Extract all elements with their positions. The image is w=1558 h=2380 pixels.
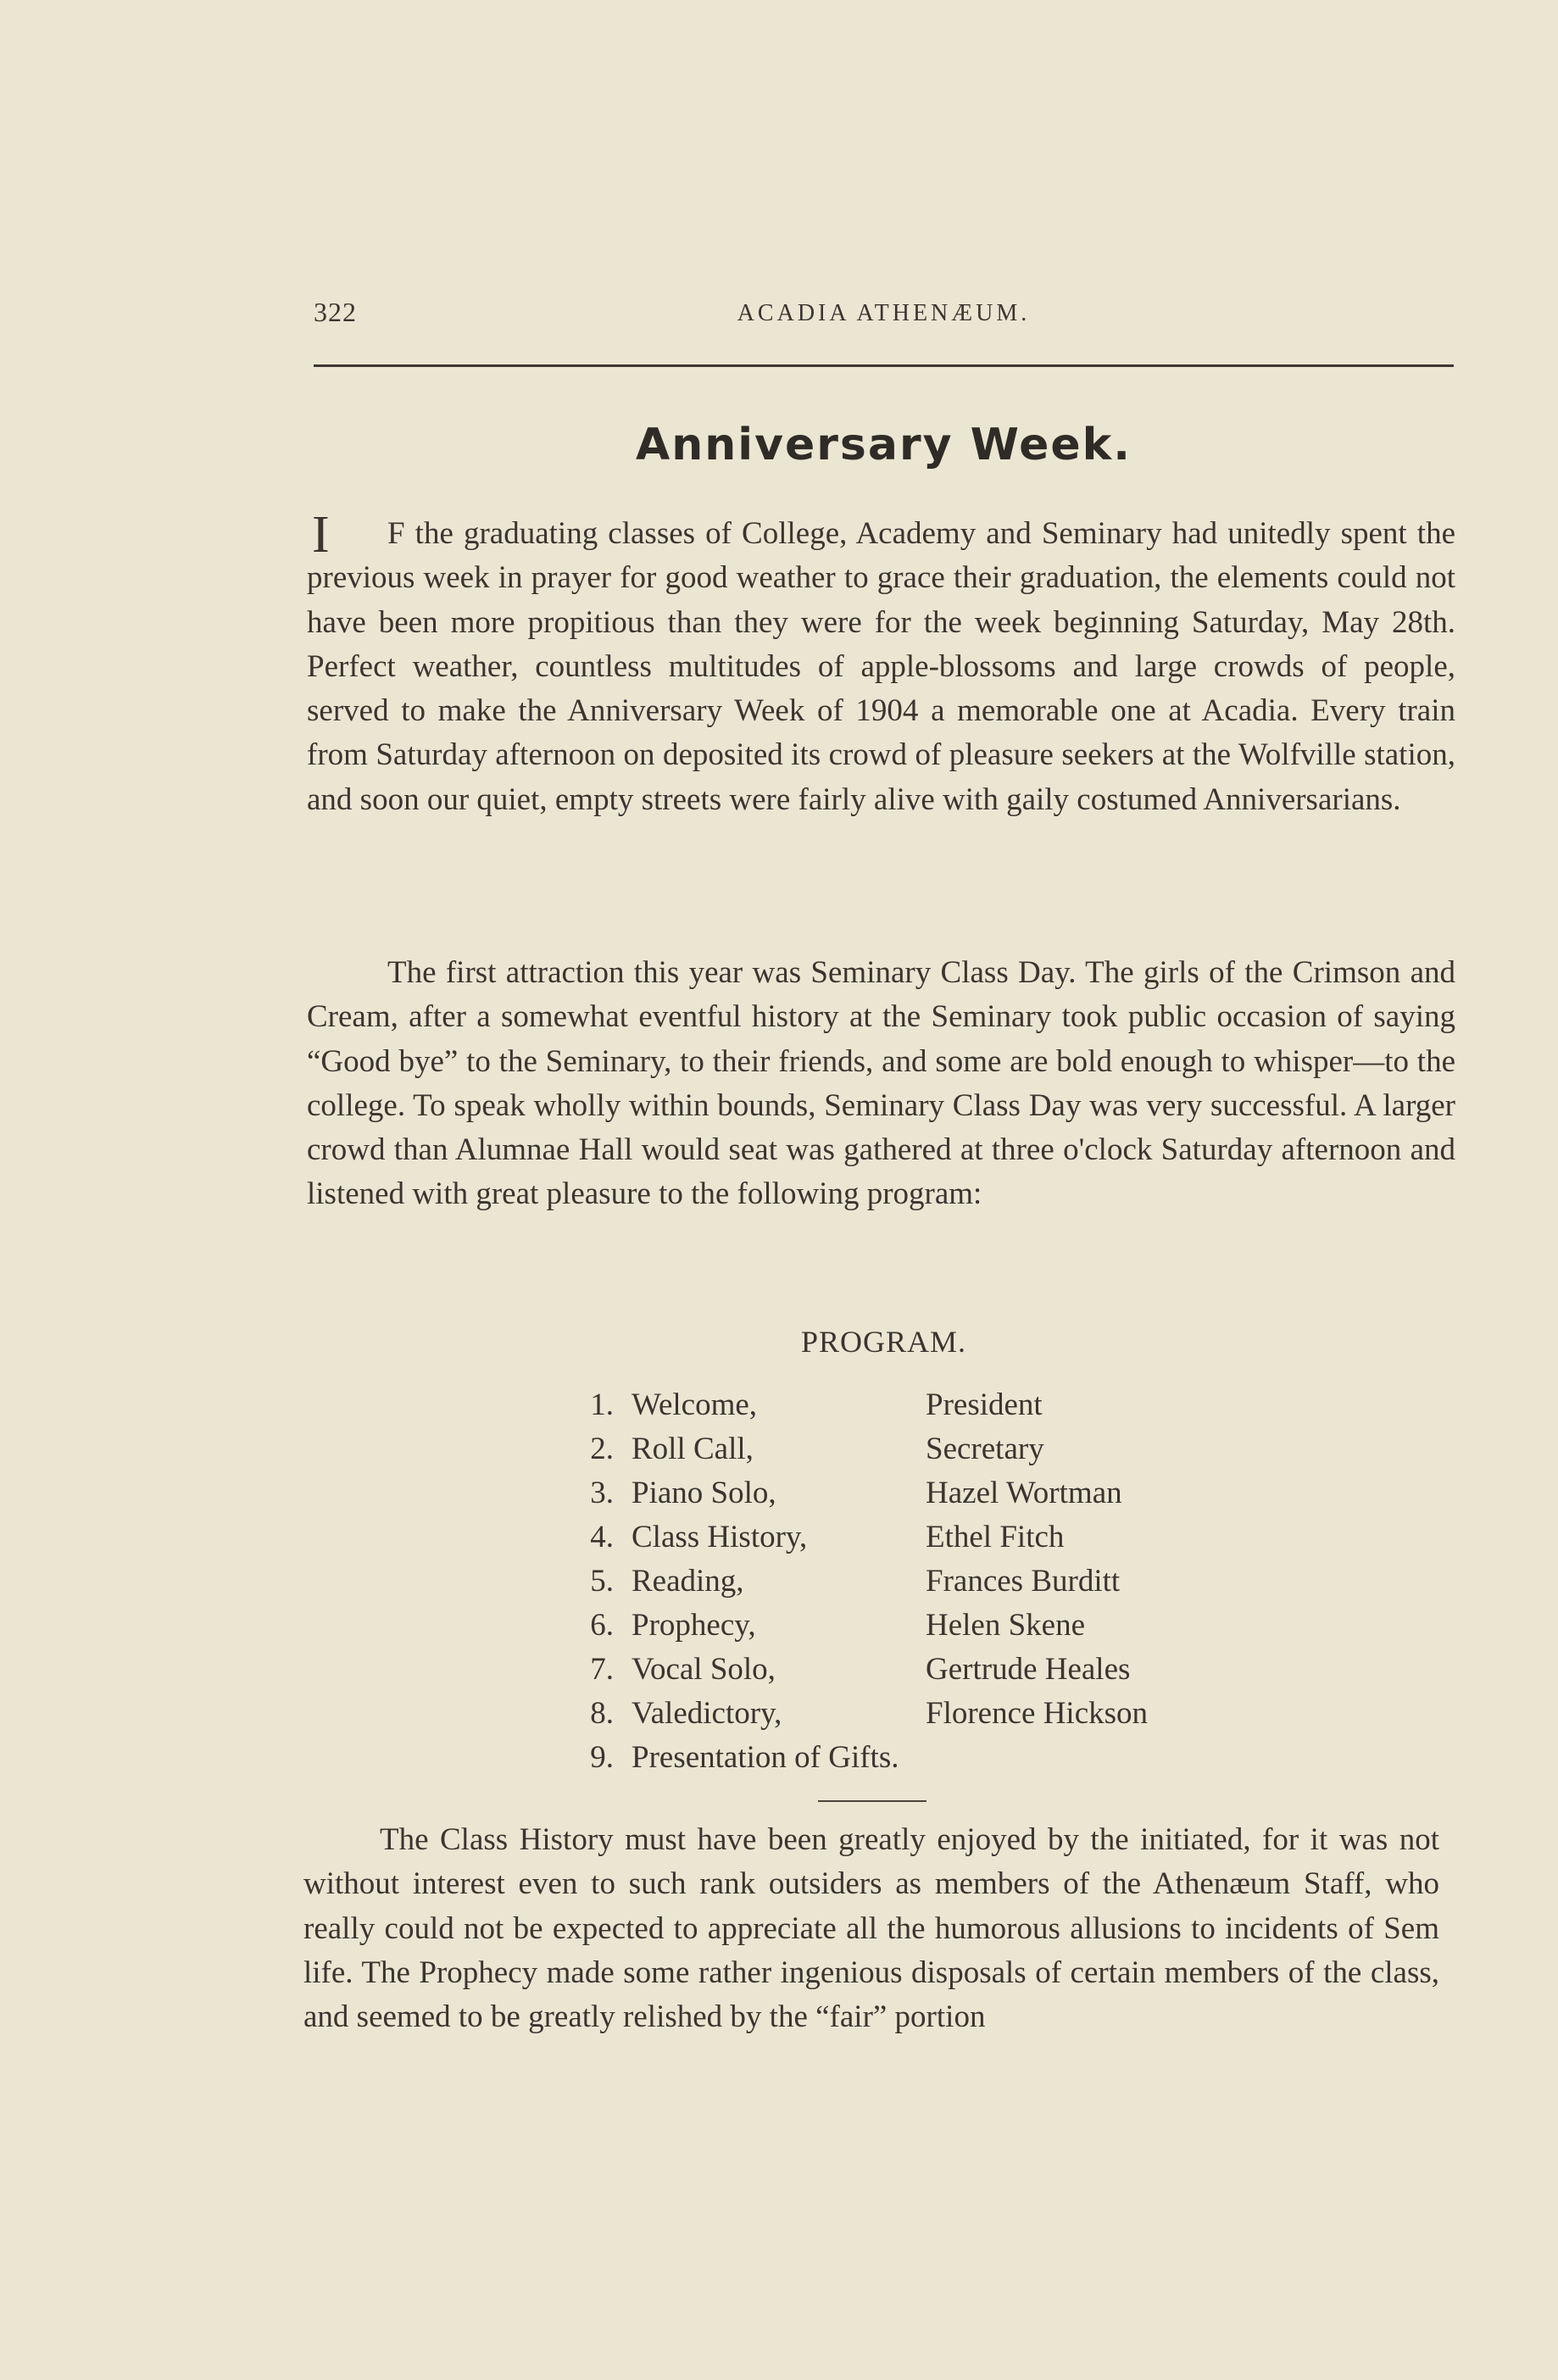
section-divider xyxy=(818,1800,926,1802)
program-item-number: 4. xyxy=(590,1520,614,1554)
article-title: Anniversary Week. xyxy=(636,420,1132,470)
program-title: PROGRAM. xyxy=(800,1325,967,1359)
program-item-performer: Secretary xyxy=(926,1432,1044,1466)
program-item-title: Prophecy, xyxy=(632,1608,756,1643)
program-item-title: Welcome, xyxy=(632,1387,758,1422)
program-item-number: 5. xyxy=(590,1564,614,1599)
program-item-performer: Hazel Wortman xyxy=(926,1476,1122,1510)
program-item-number: 2. xyxy=(590,1432,614,1466)
program-item-number: 3. xyxy=(590,1476,614,1510)
program-item-title: Vocal Solo, xyxy=(632,1652,776,1687)
page-number: 322 xyxy=(314,297,357,327)
program-item-title: Piano Solo, xyxy=(632,1476,776,1510)
running-head: ACADIA ATHENÆUM. xyxy=(737,300,1031,326)
paragraph-opening: F the graduating classes of College, Academy and Seminary had unitedly spent the previous week in prayer for good weather to grace their graduation, the elements could not have been more propitious than they were for the week beginning Saturday, May 28th. Perfect weather, countless multitudes of apple-blossoms and large crowds of people, served to make the Anniversary Week of 1904 a memorable one at Acadia. Every train from Saturday afternoon on deposited its crowd of pleasure seekers at the Wolfville station, and soon our quiet, empty streets were fairly alive with gaily costumed Anniversarians. xyxy=(307,516,1455,817)
program-item-number: 9. xyxy=(590,1740,614,1775)
program-item-number: 1. xyxy=(590,1387,614,1422)
program-item-title: Class History, xyxy=(632,1520,808,1554)
program-item-performer: Gertrude Heales xyxy=(926,1652,1131,1687)
program-item-performer: President xyxy=(926,1387,1043,1422)
program-item-performer: Florence Hickson xyxy=(926,1696,1149,1731)
program-item-title: Reading, xyxy=(632,1564,744,1599)
header-rule xyxy=(314,364,1454,367)
program-item-title: Valedictory, xyxy=(632,1696,782,1731)
paragraph-class-history: The Class History must have been greatly enjoyed by the initiated, for it was not without interest even to such rank outsiders as members of the Athenæum Staff, who really could not be expected to appreciate all the humorous allusions to incidents of Sem life. The Prophecy made some rather ingenious disposals of certain members of the class, and seemed to be greatly relished by the “fair” portion xyxy=(303,1822,1439,2035)
paragraph-class-day: The first attraction this year was Seminary Class Day. The girls of the Crimson and Cream, after a somewhat eventful history at the Seminary took public occasion of saying “Good bye” to the Seminary, to their friends, and some are bold enough to whisper—to the college. To speak wholly within bounds, Seminary Class Day was very successful. A larger crowd than Alumnae Hall would seat was gathered at three o'clock Saturday afternoon and listened with great pleasure to the following program: xyxy=(307,955,1455,1212)
program-item-title: Presentation of Gifts. xyxy=(632,1740,899,1775)
program-item-title: Roll Call, xyxy=(632,1432,754,1466)
drop-cap: I xyxy=(312,506,330,564)
program-item-performer: Ethel Fitch xyxy=(926,1520,1065,1554)
program-item-number: 6. xyxy=(590,1608,614,1643)
page-header xyxy=(314,297,1454,337)
program-item-number: 7. xyxy=(590,1652,614,1687)
program-item-performer: Frances Burditt xyxy=(926,1564,1121,1599)
program-item-number: 8. xyxy=(590,1696,614,1731)
program-item-performer: Helen Skene xyxy=(926,1608,1086,1643)
